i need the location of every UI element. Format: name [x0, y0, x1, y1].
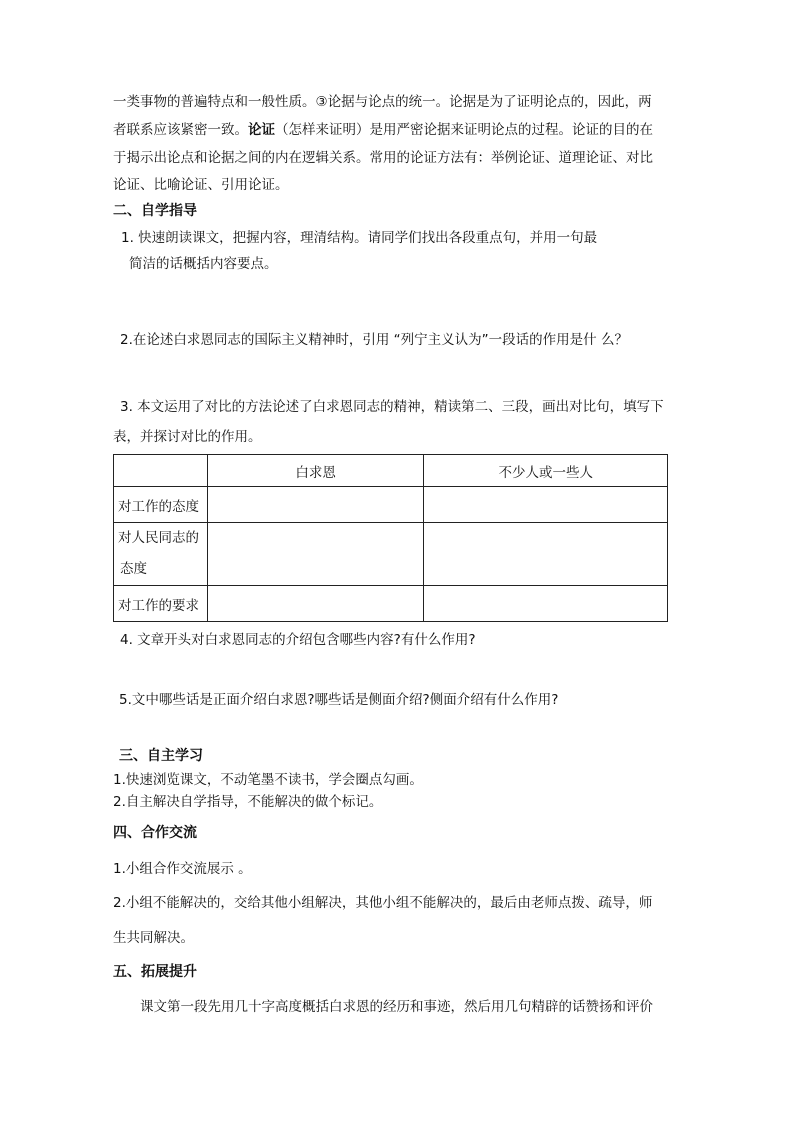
- section-3-item-2: 2.自主解决自学指导，不能解决的做个标记。: [113, 794, 383, 810]
- table-cell-blank: [207, 586, 424, 622]
- question-4: 4. 文章开头对白求恩同志的介绍包含哪些内容?有什么作用?: [120, 632, 476, 648]
- intro-line-1: 一类事物的普遍特点和一般性质。③论据与论点的统一。论据是为了证明论点的，因此，两: [113, 94, 652, 110]
- intro-line-2-pre: 者联系应该紧密一致。: [113, 122, 248, 138]
- table-row-label: 对工作的态度: [114, 487, 208, 523]
- section-3-item-1: 1.快速浏览课文，不动笔墨不读书，学会圈点勾画。: [113, 772, 423, 788]
- table-row-label: 对工作的要求: [114, 586, 208, 622]
- table-cell-blank: [424, 586, 668, 622]
- intro-line-3: 于揭示出论点和论据之间的内在逻辑关系。常用的论证方法有：举例论证、道理论证、对比: [113, 150, 653, 166]
- intro-line-2: [113, 120, 653, 140]
- section-2-heading: 二、自学指导: [113, 203, 197, 219]
- section-4-item-2-line-1: 2.小组不能解决的，交给其他小组解决，其他小组不能解决的，最后由老师点拨、疏导，师: [113, 895, 653, 911]
- section-4-item-2-line-2: 生共同解决。: [113, 930, 194, 946]
- table-header-others: 不少人或一些人: [424, 455, 668, 487]
- question-3-line-1: 3. 本文运用了对比的方法论述了白求恩同志的精神，精读第二、三段，画出对比句，填写下: [120, 399, 664, 415]
- table-cell-blank: [424, 523, 668, 586]
- table-row: [114, 586, 668, 622]
- question-5: 5.文中哪些话是正面介绍白求恩?哪些话是侧面介绍?侧面介绍有什么作用?: [119, 692, 559, 708]
- intro-line-2-post: （怎样来证明）是用严密论据来证明论点的过程。论证的目的在: [275, 122, 653, 138]
- table-row-label-line-1: 对人民同志的: [118, 530, 199, 546]
- table-row-label: [114, 523, 208, 586]
- question-1-line-1: 1. 快速朗读课文，把握内容，理清结构。请同学们找出各段重点句，并用一句最: [121, 230, 598, 246]
- table-row-label-line-2: 态度: [120, 561, 147, 577]
- section-4-item-1: 1.小组合作交流展示 。: [113, 861, 252, 877]
- question-3-line-2: 表，并探讨对比的作用。: [113, 429, 262, 445]
- table-cell-blank: [207, 487, 424, 523]
- table-cell-blank: [207, 523, 424, 586]
- question-2: 2.在论述白求恩同志的国际主义精神时，引用 “列宁主义认为”一段话的作用是什 么？: [120, 332, 628, 348]
- table-header-row: [114, 455, 668, 487]
- table-cell-blank: [424, 487, 668, 523]
- table-header-empty: [114, 455, 208, 487]
- section-3-heading: 三、自主学习: [119, 748, 203, 764]
- section-5-heading: 五、拓展提升: [113, 964, 197, 980]
- section-5-paragraph-line-1: 课文第一段先用几十字高度概括白求恩的经历和事迹，然后用几句精辟的话赞扬和评价: [140, 999, 653, 1015]
- table-header-bethune: 白求恩: [207, 455, 424, 487]
- section-4-heading: 四、合作交流: [113, 825, 197, 841]
- table-row: [114, 523, 668, 586]
- intro-term-argumentation: 论证: [248, 122, 275, 138]
- table-row: [114, 487, 668, 523]
- question-1-line-2: 简洁的话概括内容要点。: [129, 256, 278, 272]
- comparison-table: [113, 454, 668, 622]
- intro-line-4: 论证、比喻论证、引用论证。: [113, 177, 289, 193]
